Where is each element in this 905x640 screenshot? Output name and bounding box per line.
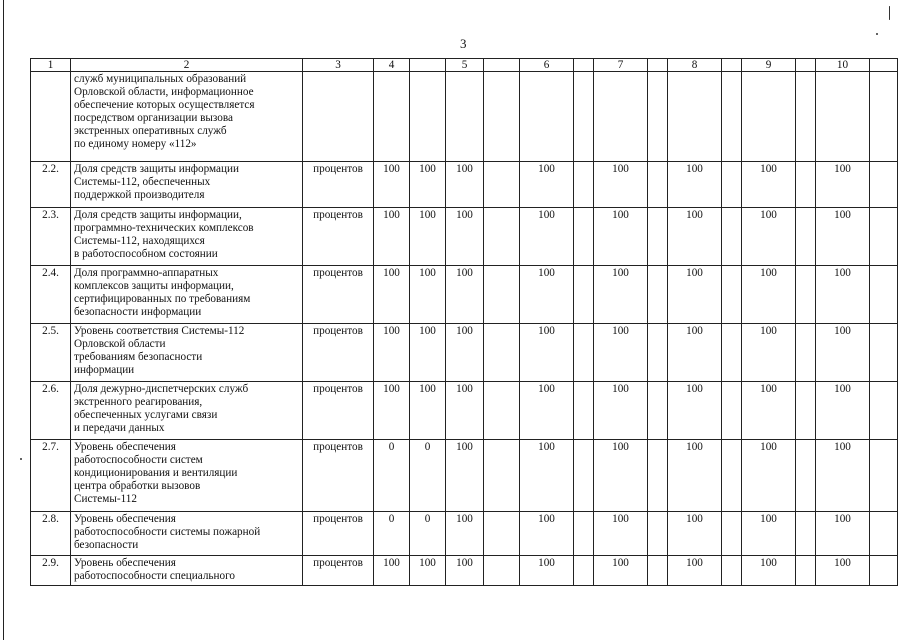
table-row [31,208,898,266]
indicator-description: Доля средств защиты информации, программно-технических комплексов Системы-112, находящихся в работоспособном состоянии [71,208,303,266]
header-cell: 5 [446,59,484,72]
empty-cell [722,162,742,208]
value-cell: 100 [374,382,410,440]
empty-cell [648,162,668,208]
value-cell [668,72,722,162]
value-cell: 100 [742,556,796,586]
value-cell: 100 [816,440,870,512]
empty-cell [484,266,520,324]
value-cell: 100 [446,512,484,556]
empty-cell [484,440,520,512]
empty-cell [870,162,898,208]
value-cell: 100 [668,162,722,208]
empty-cell [484,324,520,382]
value-cell: 100 [446,440,484,512]
value-cell: 100 [520,556,574,586]
table-row [31,512,898,556]
empty-cell [574,324,594,382]
empty-cell [722,266,742,324]
unit-of-measure: процентов [303,440,374,512]
empty-cell [796,440,816,512]
header-cell [484,59,520,72]
row-number: 2.3. [31,208,71,266]
unit-of-measure: процентов [303,382,374,440]
indicator-description: Доля средств защиты информации Системы-112, обеспеченных поддержкой производителя [71,162,303,208]
empty-cell [796,512,816,556]
header-cell: 1 [31,59,71,72]
empty-cell [796,208,816,266]
value-cell: 100 [816,382,870,440]
empty-cell [870,266,898,324]
value-cell: 100 [742,162,796,208]
value-cell: 100 [446,382,484,440]
empty-cell [648,266,668,324]
value-cell [816,72,870,162]
empty-cell [484,556,520,586]
empty-cell [796,266,816,324]
empty-cell [648,556,668,586]
header-cell: 4 [374,59,410,72]
empty-cell [648,324,668,382]
row-number: 2.8. [31,512,71,556]
value-cell: 100 [446,324,484,382]
header-cell [796,59,816,72]
value-cell: 100 [742,440,796,512]
value-cell [594,72,648,162]
value-cell: 100 [742,208,796,266]
indicator-description: Доля дежурно-диспетчерских служб экстренного реагирования, обеспеченных услугами связи и передачи данных [71,382,303,440]
empty-cell [574,556,594,586]
row-number: 2.2. [31,162,71,208]
empty-cell [722,512,742,556]
table-row [31,556,898,586]
empty-cell [574,266,594,324]
value-cell: 0 [374,512,410,556]
indicator-description: Уровень обеспечения работоспособности специального [71,556,303,586]
value-cell: 100 [816,208,870,266]
value-cell: 100 [668,556,722,586]
value-cell: 100 [520,440,574,512]
value-cell: 100 [594,162,648,208]
value-cell [520,72,574,162]
unit-of-measure: процентов [303,266,374,324]
empty-cell [484,162,520,208]
value-cell: 100 [594,382,648,440]
unit-of-measure: процентов [303,208,374,266]
value-cell: 100 [520,266,574,324]
value-cell: 100 [520,162,574,208]
empty-cell [870,440,898,512]
value-cell: 100 [594,324,648,382]
value-cell: 100 [374,324,410,382]
header-cell: 8 [668,59,722,72]
table-row [31,440,898,512]
row-number: 2.5. [31,324,71,382]
value-cell: 100 [374,208,410,266]
empty-cell [574,208,594,266]
header-cell: 3 [303,59,374,72]
left-margin-rule [3,0,4,640]
empty-cell [870,72,898,162]
empty-cell [722,324,742,382]
value-cell [374,72,410,162]
value-cell: 100 [668,324,722,382]
indicator-description: Уровень соответствия Системы-112 Орловской области требованиям безопасности информации [71,324,303,382]
value-cell: 100 [668,440,722,512]
row-number [31,72,71,162]
scan-speck [876,33,878,35]
indicator-description: Доля программно-аппаратных комплексов защиты информации, сертифицированных по требованиям безопасности информации [71,266,303,324]
value-cell: 100 [668,208,722,266]
empty-cell [722,440,742,512]
value-cell: 100 [374,266,410,324]
empty-cell [484,512,520,556]
value-cell: 100 [520,324,574,382]
header-cell: 9 [742,59,796,72]
scan-speck [20,458,22,460]
header-cell: 2 [71,59,303,72]
header-cell [722,59,742,72]
empty-cell [796,324,816,382]
value-cell: 100 [668,382,722,440]
table-body [31,59,898,586]
header-cell [574,59,594,72]
scan-speck [889,6,890,20]
empty-cell [870,382,898,440]
value-cell: 100 [742,266,796,324]
indicator-description: служб муниципальных образований Орловской области, информационное обеспечение которых осуществляется посредством организации вызова экстренных оперативных служб по единому номеру «112» [71,72,303,162]
value-cell: 0 [410,512,446,556]
value-cell: 100 [594,440,648,512]
unit-of-measure [303,72,374,162]
value-cell: 0 [410,440,446,512]
empty-cell [722,382,742,440]
header-cell: 7 [594,59,648,72]
empty-cell [722,556,742,586]
header-cell [410,59,446,72]
empty-cell [796,162,816,208]
row-number: 2.6. [31,382,71,440]
value-cell: 100 [816,162,870,208]
empty-cell [484,208,520,266]
empty-cell [870,324,898,382]
value-cell: 0 [374,440,410,512]
value-cell: 100 [410,556,446,586]
empty-cell [574,162,594,208]
value-cell: 100 [410,382,446,440]
indicator-table [30,58,898,586]
unit-of-measure: процентов [303,512,374,556]
unit-of-measure: процентов [303,324,374,382]
value-cell: 100 [816,266,870,324]
value-cell: 100 [594,208,648,266]
empty-cell [648,440,668,512]
header-row [31,59,898,72]
page-number: 3 [460,36,467,51]
unit-of-measure: процентов [303,556,374,586]
table-row [31,266,898,324]
value-cell: 100 [594,266,648,324]
row-number: 2.9. [31,556,71,586]
empty-cell [648,208,668,266]
value-cell: 100 [374,556,410,586]
table-row [31,382,898,440]
empty-cell [574,440,594,512]
value-cell: 100 [520,382,574,440]
empty-cell [722,208,742,266]
header-cell [870,59,898,72]
value-cell: 100 [742,324,796,382]
value-cell: 100 [594,556,648,586]
empty-cell [870,556,898,586]
value-cell [446,72,484,162]
empty-cell [648,512,668,556]
value-cell [410,72,446,162]
row-number: 2.7. [31,440,71,512]
row-number: 2.4. [31,266,71,324]
indicator-description: Уровень обеспечения работоспособности системы пожарной безопасности [71,512,303,556]
value-cell: 100 [816,556,870,586]
value-cell: 100 [816,512,870,556]
empty-cell [574,382,594,440]
empty-cell [648,72,668,162]
empty-cell [796,382,816,440]
value-cell: 100 [816,324,870,382]
value-cell: 100 [520,208,574,266]
value-cell: 100 [594,512,648,556]
empty-cell [796,556,816,586]
value-cell: 100 [668,266,722,324]
value-cell: 100 [446,162,484,208]
header-cell: 6 [520,59,574,72]
empty-cell [484,72,520,162]
empty-cell [870,208,898,266]
value-cell: 100 [520,512,574,556]
indicator-description: Уровень обеспечения работоспособности систем кондиционирования и вентиляции центра обработки вызовов Системы-112 [71,440,303,512]
value-cell: 100 [446,266,484,324]
value-cell: 100 [446,208,484,266]
table-row [31,324,898,382]
header-cell: 10 [816,59,870,72]
value-cell: 100 [410,162,446,208]
value-cell: 100 [742,382,796,440]
value-cell: 100 [742,512,796,556]
empty-cell [484,382,520,440]
unit-of-measure: процентов [303,162,374,208]
value-cell [742,72,796,162]
empty-cell [648,382,668,440]
value-cell: 100 [668,512,722,556]
table-row [31,72,898,162]
empty-cell [796,72,816,162]
header-cell [648,59,668,72]
value-cell: 100 [374,162,410,208]
value-cell: 100 [410,324,446,382]
empty-cell [870,512,898,556]
empty-cell [722,72,742,162]
empty-cell [574,512,594,556]
table-row [31,162,898,208]
value-cell: 100 [410,266,446,324]
value-cell: 100 [410,208,446,266]
empty-cell [574,72,594,162]
value-cell: 100 [446,556,484,586]
